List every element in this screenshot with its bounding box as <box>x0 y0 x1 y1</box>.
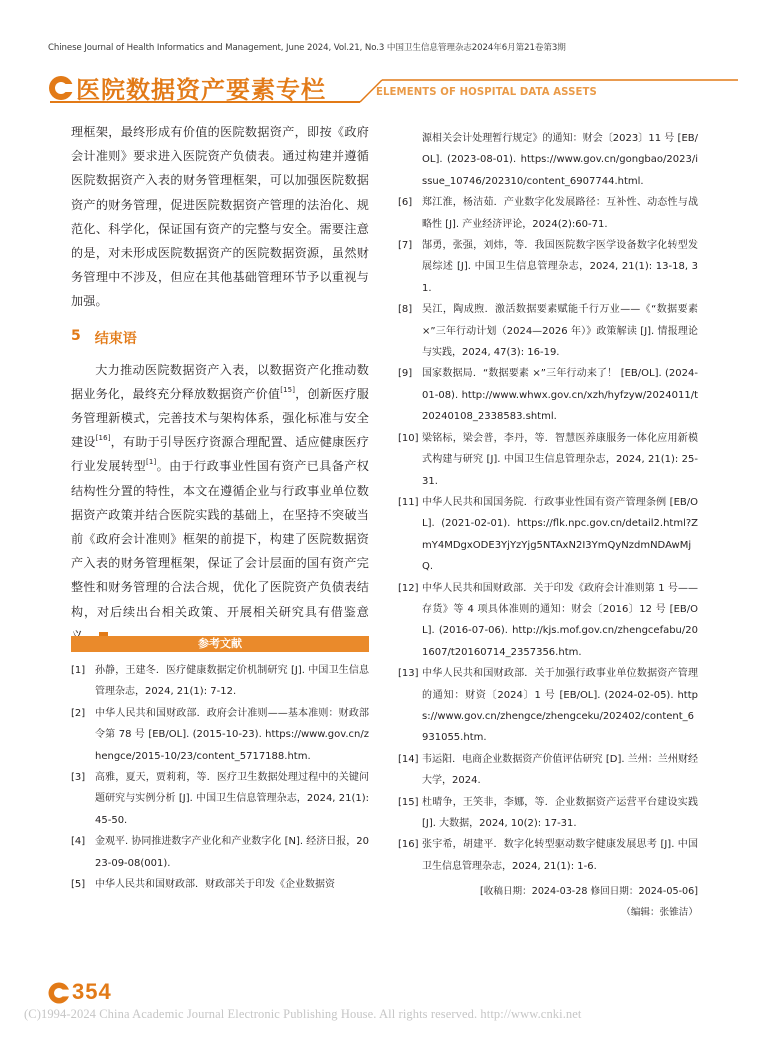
left-column <box>71 120 369 648</box>
section-heading <box>71 328 369 348</box>
reference-item <box>398 663 698 749</box>
references-left-list <box>71 660 369 895</box>
reference-number: [9] <box>398 368 413 380</box>
reference-text: 郑江淮，杨洁茹．产业数字化发展路径：互补性、动态性与战略性 [J]. 产业经济评论，2024(2):60-71. <box>422 197 698 230</box>
reference-number: [1] <box>71 665 86 676</box>
reference-item <box>71 831 369 874</box>
copyright-line: (C)1994-2024 China Academic Journal Electronic Publishing House. All rights reserved. http://www.cnki.net <box>24 1007 582 1021</box>
references-right-list <box>398 128 698 923</box>
reference-number: [4] <box>71 836 86 848</box>
reference-text: 中华人民共和国财政部．财政部关于印发《企业数据资 <box>95 879 335 891</box>
reference-item <box>71 660 369 703</box>
reference-text: 金观平. 协同推进数字产业化和产业数字化 [N]. 经济日报，2023-09-08(001). <box>95 836 369 869</box>
reference-number: [10] <box>398 432 419 444</box>
reference-continuation <box>398 128 698 192</box>
citation-16: [16] <box>95 434 111 443</box>
reference-item <box>398 834 698 877</box>
journal-logo-icon <box>48 75 74 101</box>
reference-text: 韦运阳．电商企业数据资产价值评估研究 [D]. 兰州：兰州财经大学，2024. <box>422 753 698 787</box>
reference-text: 中华人民共和国财政部．关于印发《政府会计准则第 1 号——存货》等 4 项具体准则的通知：财会〔2016〕12 号 [EB/OL]. (2016-07-06). http://kjs.mof.gov.cn/zhengcefabu/201607/t20160714_2357356.htm. <box>422 582 698 658</box>
running-header: Chinese Journal of Health Informatics and Management, June 2024, Vol.21, No.3 中国卫生信息管理杂志2024年6月第21卷第3期 <box>48 43 566 53</box>
reference-item <box>398 235 698 299</box>
reference-item <box>398 428 698 492</box>
reference-item <box>398 192 698 235</box>
citation-15: [15] <box>280 385 296 394</box>
reference-item <box>71 767 369 831</box>
reference-number: [15] <box>398 796 419 808</box>
reference-number: [13] <box>398 668 419 680</box>
reference-number: [5] <box>71 879 86 891</box>
reference-item <box>398 492 698 578</box>
intro-paragraph: 理框架，最终形成有价值的医院数据资产，即按《政府会计准则》要求进入医院资产负债表。通过构建并遵循医院数据资产入表的财务管理框架，可以加强医院数据资产的财务管理，促进医院数据资产管理的法治化、规范化、科学化，保证国有资产的完整与安全。需要注意的是，对未形成医院数据资产的医院数据资源，虽然财务管理中不涉及，但应在其他基础管理环节予以重视与加强。 <box>71 125 369 309</box>
reference-number: [16] <box>398 839 419 851</box>
reference-item <box>398 578 698 664</box>
reference-item <box>398 792 698 835</box>
editor-note: （编辑：张锥洁） <box>621 907 698 919</box>
reference-item <box>71 874 369 895</box>
reference-text: 中华人民共和国财政部．政府会计准则——基本准则：财政部令第 78 号 [EB/OL]. (2015-10-23). https://www.gov.cn/zhengce/2015-10/23/content_5717188.htm. <box>95 707 369 762</box>
reference-text: 郜勇，张强，刘炜，等．我国医院数字医学设备数字化转型发展综述 [J]. 中国卫生信息管理杂志，2024, 21(1): 13-18, 31. <box>422 240 698 294</box>
section-number: 5 <box>71 327 81 344</box>
reference-number: [14] <box>398 753 419 765</box>
reference-number: [12] <box>398 582 419 594</box>
page-logo-icon <box>48 982 70 1004</box>
reference-text: 杜晴争，王笑非，李娜，等．企业数据资产运营平台建设实践 [J]. 大数据，2024, 10(2): 17-31. <box>422 796 698 829</box>
banner-subtitle-en: ELEMENTS OF HOSPITAL DATA ASSETS <box>376 85 597 98</box>
reference-text: 吴江，陶成煦．激活数据要素赋能千行万业——《“数据要素 ×”三年行动计划（2024—2026 年）》政策解读 [J]. 情报理论与实践，2024, 47(3): 16-19. <box>422 304 698 359</box>
reference-item <box>398 749 698 792</box>
reference-text: 中华人民共和国财政部．关于加强行政事业单位数据资产管理的通知：财资〔2024〕1 号 [EB/OL]. (2024-02-05). https://www.gov.cn/zhengce/zhengceku/202402/content_6931055.htm. <box>422 668 698 744</box>
banner-title: 医院数据资产要素专栏 <box>76 76 326 104</box>
reference-number: [2] <box>71 707 86 719</box>
conclusion-text-3: ，有助于引导医疗资源合理配置、适应健康医疗行业发展转型 <box>71 435 369 474</box>
reference-text: 中华人民共和国国务院．行政事业性国有资产管理条例 [EB/OL]. (2021-02-01). https://flk.npc.gov.cn/detail2.html?ZmY4MDgxODE3YjYzYjg5NTAxN2I3YmQyNzdmNDAwMjQ. <box>422 496 698 573</box>
section-title: 结束语 <box>94 330 137 347</box>
references-heading: 参考文献 <box>71 636 369 652</box>
reference-text: 高雅，夏天，贾莉莉，等．医疗卫生数据处理过程中的关键问题研究与实例分析 [J]. 中国卫生信息管理杂志，2024, 21(1): 45-50. <box>95 772 369 826</box>
reference-item <box>398 299 698 363</box>
citation-1: [1] <box>146 458 157 467</box>
reference-text: 梁铭标，梁会普，李丹，等．智慧医养康服务一体化应用新模式构建与研究 [J]. 中国卫生信息管理杂志，2024, 21(1): 25-31. <box>422 432 698 487</box>
reference-text: 国家数据局．“数据要素 ×”三年行动来了！ [EB/OL]. (2024-01-08). http://www.whwx.gov.cn/xzh/hyfzyw/2024011/t20240108_2338583.shtml. <box>422 368 698 423</box>
page-number: 354 <box>72 979 112 1004</box>
conclusion-text-4: 。由于行政事业性国有资产已具备产权结构性分置的特性，本文在遵循企业与行政事业单位数据资产政策并结合医院实践的基础上，在坚持不突破当前《政府会计准则》框架的前提下，构建了医院数据资产入表的财务管理框架，保证了会计层面的国有资产完整性和财务管理的合法合规，优化了医院资产负债表结构，对后续出台相关政策、开展相关研究具有借鉴意 <box>71 459 369 619</box>
conclusion-text-2: ，创新医疗服务管理新模式，完善技术与架构体系，强化标准与安全建设 <box>71 386 369 450</box>
reference-number: [6] <box>398 197 413 209</box>
reference-text: 张宇希，胡建平．数字化转型驱动数字健康发展思考 [J]. 中国卫生信息管理杂志，2024, 21(1): 1-6. <box>422 839 698 872</box>
reference-text: 源相关会计处理暂行规定》的通知：财会〔2023〕11 号 [EB/OL]. (2023-08-01). https://www.gov.cn/gongbao/2023/issue_10746/202310/content_6907744.html. <box>422 133 698 187</box>
reference-number: [7] <box>398 240 413 252</box>
conclusion-text-1: 大力推动医院数据资产入表，以数据资产化推动数据业务化，最终充分释放数据资产价值 <box>71 362 369 401</box>
reference-item <box>398 363 698 427</box>
conclusion-paragraph <box>71 358 369 648</box>
reference-item <box>71 703 369 767</box>
reference-text: 孙静，王建冬．医疗健康数据定价机制研究 [J]. 中国卫生信息管理杂志，2024, 21(1): 7-12. <box>95 665 369 698</box>
section-banner <box>48 70 738 104</box>
reference-number: [11] <box>398 496 419 508</box>
reference-number: [3] <box>71 772 86 784</box>
reference-number: [8] <box>398 304 413 316</box>
received-dates: [收稿日期：2024-03-28 修回日期：2024-05-06] <box>480 886 698 898</box>
